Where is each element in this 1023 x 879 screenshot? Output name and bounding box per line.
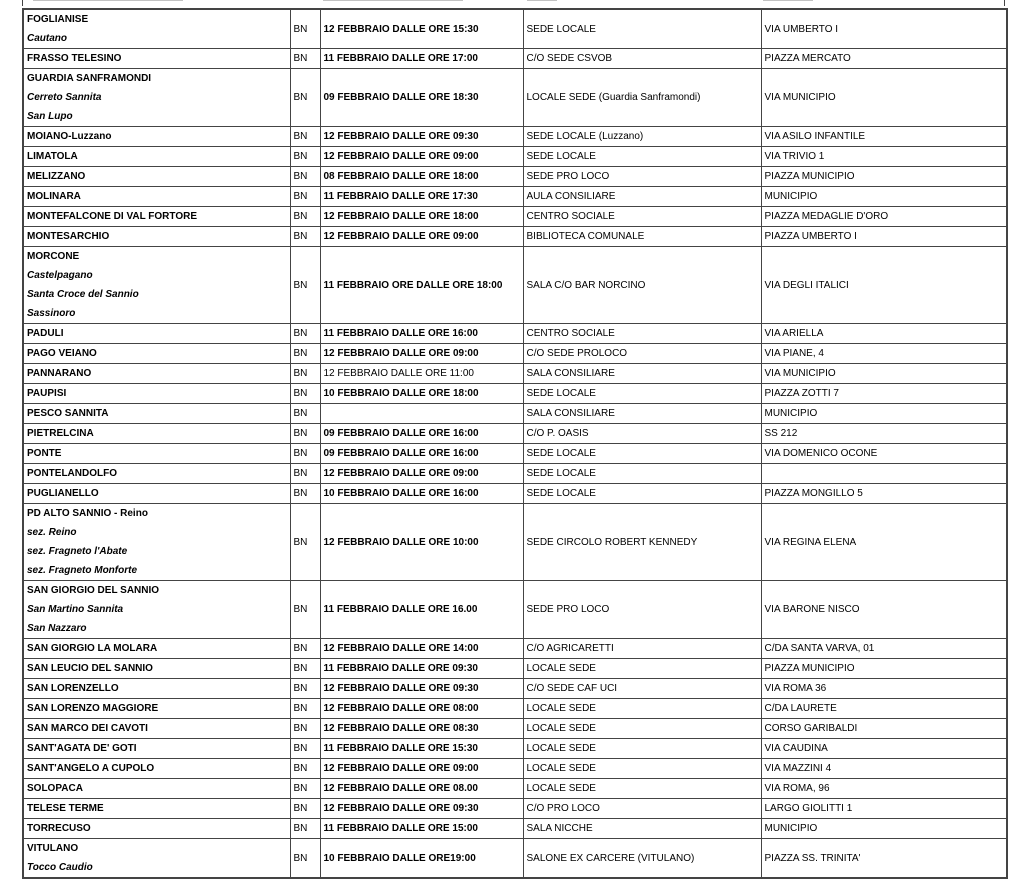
comune-cell xyxy=(23,581,290,639)
comune-name: PESCO SANNITA xyxy=(27,408,109,419)
meeting-schedule-table xyxy=(22,8,1008,879)
venue-cell: BIBLIOTECA COMUNALE xyxy=(523,227,761,247)
table-row xyxy=(23,799,1007,819)
comune-name: PUGLIANELLO xyxy=(27,488,99,499)
table-row xyxy=(23,759,1007,779)
date-time-cell: 10 FEBBRAIO DALLE ORE 18:00 xyxy=(320,384,523,404)
address-cell: PIAZZA UMBERTO I xyxy=(761,227,1007,247)
address-cell: PIAZZA MUNICIPIO xyxy=(761,659,1007,679)
comune-cell xyxy=(23,759,290,779)
venue-cell: C/O SEDE PROLOCO xyxy=(523,344,761,364)
date-time-cell: 12 FEBBRAIO DALLE ORE 09:00 xyxy=(320,464,523,484)
address-cell: C/DA LAURETE xyxy=(761,699,1007,719)
table-row xyxy=(23,819,1007,839)
address-cell: VIA ROMA, 96 xyxy=(761,779,1007,799)
comune-cell xyxy=(23,207,290,227)
address-cell: CORSO GARIBALDI xyxy=(761,719,1007,739)
province-cell: BN xyxy=(290,49,320,69)
venue-cell: LOCALE SEDE xyxy=(523,739,761,759)
address-cell: PIAZZA MEDAGLIE D'ORO xyxy=(761,207,1007,227)
province-cell: BN xyxy=(290,739,320,759)
date-time-cell: 11 FEBBRAIO DALLE ORE 16.00 xyxy=(320,581,523,639)
comune-name: SAN GIORGIO LA MOLARA xyxy=(27,643,158,654)
comune-cell xyxy=(23,484,290,504)
date-time-cell: 11 FEBBRAIO DALLE ORE 16:00 xyxy=(320,324,523,344)
province-cell: BN xyxy=(290,699,320,719)
province-cell: BN xyxy=(290,167,320,187)
table-row xyxy=(23,147,1007,167)
comune-cell xyxy=(23,69,290,127)
comune-name: MELIZZANO xyxy=(27,171,86,182)
province-cell: BN xyxy=(290,639,320,659)
comune-cell xyxy=(23,147,290,167)
address-cell: VIA CAUDINA xyxy=(761,739,1007,759)
comune-cell xyxy=(23,167,290,187)
province-cell: BN xyxy=(290,364,320,384)
table-row xyxy=(23,639,1007,659)
date-time-cell: 12 FEBBRAIO DALLE ORE 15:30 xyxy=(320,9,523,49)
comune-cell xyxy=(23,659,290,679)
comune-name: PAGO VEIANO xyxy=(27,348,97,359)
comune-name: TELESE TERME xyxy=(27,803,104,814)
address-cell: LARGO GIOLITTI 1 xyxy=(761,799,1007,819)
cut-off-previous-row xyxy=(22,0,1005,6)
comune-cell xyxy=(23,504,290,581)
comune-name: SAN GIORGIO DEL SANNIO xyxy=(27,585,160,596)
comune-name: MOLINARA xyxy=(27,191,81,202)
province-cell: BN xyxy=(290,484,320,504)
venue-cell: SEDE PRO LOCO xyxy=(523,581,761,639)
frazione-name: Tocco Caudio xyxy=(27,862,93,873)
date-time-cell: 12 FEBBRAIO DALLE ORE 10:00 xyxy=(320,504,523,581)
address-cell xyxy=(761,464,1007,484)
comune-cell xyxy=(23,127,290,147)
comune-cell xyxy=(23,364,290,384)
table-row xyxy=(23,344,1007,364)
comune-cell xyxy=(23,699,290,719)
table-row xyxy=(23,659,1007,679)
province-cell: BN xyxy=(290,384,320,404)
table-row xyxy=(23,424,1007,444)
venue-cell: C/O PRO LOCO xyxy=(523,799,761,819)
province-cell: BN xyxy=(290,207,320,227)
address-cell: VIA BARONE NISCO xyxy=(761,581,1007,639)
date-time-cell: 12 FEBBRAIO DALLE ORE 18:00 xyxy=(320,207,523,227)
comune-cell xyxy=(23,247,290,324)
table-row xyxy=(23,484,1007,504)
comune-name: SAN LORENZO MAGGIORE xyxy=(27,703,159,714)
venue-cell: SALA CONSILIARE xyxy=(523,404,761,424)
comune-name: FRASSO TELESINO xyxy=(27,53,122,64)
comune-name: MONTESARCHIO xyxy=(27,231,110,242)
date-time-cell: 11 FEBBRAIO DALLE ORE 17:00 xyxy=(320,49,523,69)
comune-name: SOLOPACA xyxy=(27,783,83,794)
address-cell: VIA ASILO INFANTILE xyxy=(761,127,1007,147)
table-row xyxy=(23,187,1007,207)
comune-cell xyxy=(23,324,290,344)
venue-cell: SEDE LOCALE xyxy=(523,484,761,504)
comune-name: LIMATOLA xyxy=(27,151,78,162)
comune-name: TORRECUSO xyxy=(27,823,91,834)
table-row xyxy=(23,719,1007,739)
comune-name: SAN MARCO DEI CAVOTI xyxy=(27,723,148,734)
table-row xyxy=(23,384,1007,404)
table-row xyxy=(23,227,1007,247)
venue-cell: LOCALE SEDE (Guardia Sanframondi) xyxy=(523,69,761,127)
table-row xyxy=(23,207,1007,227)
table-row xyxy=(23,444,1007,464)
table-row xyxy=(23,581,1007,639)
address-cell: MUNICIPIO xyxy=(761,404,1007,424)
table-row xyxy=(23,324,1007,344)
province-cell: BN xyxy=(290,819,320,839)
comune-name: PANNARANO xyxy=(27,368,92,379)
province-cell: BN xyxy=(290,147,320,167)
comune-cell xyxy=(23,49,290,69)
province-cell: BN xyxy=(290,247,320,324)
venue-cell: LOCALE SEDE xyxy=(523,699,761,719)
venue-cell: SEDE PRO LOCO xyxy=(523,167,761,187)
address-cell: PIAZZA MERCATO xyxy=(761,49,1007,69)
province-cell: BN xyxy=(290,344,320,364)
venue-cell: C/O SEDE CAF UCI xyxy=(523,679,761,699)
province-cell: BN xyxy=(290,127,320,147)
date-time-cell: 12 FEBBRAIO DALLE ORE 11:00 xyxy=(320,364,523,384)
date-time-cell: 11 FEBBRAIO ORE DALLE ORE 18:00 xyxy=(320,247,523,324)
comune-cell xyxy=(23,404,290,424)
frazione-name: Castelpagano xyxy=(27,270,93,281)
frazione-name: sez. Reino xyxy=(27,527,77,538)
province-cell: BN xyxy=(290,69,320,127)
province-cell: BN xyxy=(290,799,320,819)
date-time-cell: 11 FEBBRAIO DALLE ORE 17:30 xyxy=(320,187,523,207)
venue-cell: SEDE LOCALE xyxy=(523,464,761,484)
venue-cell: AULA CONSILIARE xyxy=(523,187,761,207)
date-time-cell: 11 FEBBRAIO DALLE ORE 09:30 xyxy=(320,659,523,679)
table-row xyxy=(23,404,1007,424)
address-cell: VIA MUNICIPIO xyxy=(761,69,1007,127)
table-row xyxy=(23,779,1007,799)
table-row xyxy=(23,839,1007,879)
province-cell: BN xyxy=(290,679,320,699)
address-cell: PIAZZA SS. TRINITA' xyxy=(761,839,1007,879)
venue-cell: SEDE LOCALE (Luzzano) xyxy=(523,127,761,147)
venue-cell: SEDE LOCALE xyxy=(523,9,761,49)
venue-cell: C/O P. OASIS xyxy=(523,424,761,444)
province-cell: BN xyxy=(290,719,320,739)
comune-cell xyxy=(23,799,290,819)
comune-name: FOGLIANISE xyxy=(27,14,89,25)
comune-cell xyxy=(23,639,290,659)
province-cell: BN xyxy=(290,839,320,879)
date-time-cell: 09 FEBBRAIO DALLE ORE 16:00 xyxy=(320,444,523,464)
date-time-cell: 12 FEBBRAIO DALLE ORE 08:00 xyxy=(320,699,523,719)
comune-cell xyxy=(23,444,290,464)
comune-cell xyxy=(23,779,290,799)
date-time-cell: 10 FEBBRAIO DALLE ORE19:00 xyxy=(320,839,523,879)
comune-name: VITULANO xyxy=(27,843,79,854)
province-cell: BN xyxy=(290,581,320,639)
venue-cell: LOCALE SEDE xyxy=(523,759,761,779)
venue-cell: SALA NICCHE xyxy=(523,819,761,839)
province-cell: BN xyxy=(290,464,320,484)
frazione-name: sez. Fragneto l'Abate xyxy=(27,546,128,557)
table-row xyxy=(23,9,1007,49)
province-cell: BN xyxy=(290,227,320,247)
date-time-cell: 12 FEBBRAIO DALLE ORE 09:00 xyxy=(320,147,523,167)
province-cell: BN xyxy=(290,324,320,344)
comune-cell xyxy=(23,464,290,484)
table-row xyxy=(23,739,1007,759)
address-cell: VIA UMBERTO I xyxy=(761,9,1007,49)
comune-cell xyxy=(23,344,290,364)
date-time-cell: 12 FEBBRAIO DALLE ORE 14:00 xyxy=(320,639,523,659)
address-cell: VIA TRIVIO 1 xyxy=(761,147,1007,167)
frazione-name: San Nazzaro xyxy=(27,623,87,634)
venue-cell: CENTRO SOCIALE xyxy=(523,324,761,344)
table-row xyxy=(23,679,1007,699)
venue-cell: SEDE LOCALE xyxy=(523,384,761,404)
frazione-name: Sassinoro xyxy=(27,308,76,319)
frazione-name: sez. Fragneto Monforte xyxy=(27,565,138,576)
address-cell: PIAZZA MONGILLO 5 xyxy=(761,484,1007,504)
address-cell: PIAZZA MUNICIPIO xyxy=(761,167,1007,187)
table-row xyxy=(23,127,1007,147)
comune-name: SANT'ANGELO A CUPOLO xyxy=(27,763,155,774)
table-row xyxy=(23,364,1007,384)
address-cell: MUNICIPIO xyxy=(761,819,1007,839)
comune-cell xyxy=(23,227,290,247)
date-time-cell: 09 FEBBRAIO DALLE ORE 18:30 xyxy=(320,69,523,127)
venue-cell: SALA CONSILIARE xyxy=(523,364,761,384)
comune-name: PAUPISI xyxy=(27,388,67,399)
address-cell: PIAZZA ZOTTI 7 xyxy=(761,384,1007,404)
province-cell: BN xyxy=(290,404,320,424)
venue-cell: SALONE EX CARCERE (VITULANO) xyxy=(523,839,761,879)
venue-cell: C/O SEDE CSVOB xyxy=(523,49,761,69)
date-time-cell: 12 FEBBRAIO DALLE ORE 09:30 xyxy=(320,799,523,819)
comune-name: SAN LORENZELLO xyxy=(27,683,119,694)
address-cell: VIA ROMA 36 xyxy=(761,679,1007,699)
comune-cell xyxy=(23,9,290,49)
address-cell: VIA REGINA ELENA xyxy=(761,504,1007,581)
address-cell: VIA DOMENICO OCONE xyxy=(761,444,1007,464)
province-cell: BN xyxy=(290,659,320,679)
schedule-table-body xyxy=(23,9,1007,878)
comune-name: PD ALTO SANNIO - Reino xyxy=(27,508,148,519)
province-cell: BN xyxy=(290,424,320,444)
venue-cell: SEDE CIRCOLO ROBERT KENNEDY xyxy=(523,504,761,581)
province-cell: BN xyxy=(290,187,320,207)
date-time-cell: 08 FEBBRAIO DALLE ORE 18:00 xyxy=(320,167,523,187)
province-cell: BN xyxy=(290,759,320,779)
comune-cell xyxy=(23,424,290,444)
frazione-name: San Lupo xyxy=(27,111,73,122)
date-time-cell: 12 FEBBRAIO DALLE ORE 08.00 xyxy=(320,779,523,799)
date-time-cell: 12 FEBBRAIO DALLE ORE 08:30 xyxy=(320,719,523,739)
comune-cell xyxy=(23,187,290,207)
frazione-name: Cautano xyxy=(27,33,67,44)
comune-cell xyxy=(23,719,290,739)
comune-name: PONTELANDOLFO xyxy=(27,468,117,479)
comune-name: MORCONE xyxy=(27,251,80,262)
venue-cell: SEDE LOCALE xyxy=(523,147,761,167)
date-time-cell: 11 FEBBRAIO DALLE ORE 15:00 xyxy=(320,819,523,839)
venue-cell: C/O AGRICARETTI xyxy=(523,639,761,659)
venue-cell: SALA C/O BAR NORCINO xyxy=(523,247,761,324)
comune-cell xyxy=(23,739,290,759)
date-time-cell: 11 FEBBRAIO DALLE ORE 15:30 xyxy=(320,739,523,759)
comune-name: MOIANO-Luzzano xyxy=(27,131,112,142)
venue-cell: LOCALE SEDE xyxy=(523,659,761,679)
table-row xyxy=(23,504,1007,581)
table-row xyxy=(23,247,1007,324)
date-time-cell: 10 FEBBRAIO DALLE ORE 16:00 xyxy=(320,484,523,504)
date-time-cell: 12 FEBBRAIO DALLE ORE 09:30 xyxy=(320,127,523,147)
comune-name: PONTE xyxy=(27,448,62,459)
frazione-name: San Martino Sannita xyxy=(27,604,124,615)
comune-cell xyxy=(23,679,290,699)
comune-name: SANT'AGATA DE' GOTI xyxy=(27,743,137,754)
address-cell: C/DA SANTA VARVA, 01 xyxy=(761,639,1007,659)
comune-cell xyxy=(23,839,290,879)
venue-cell: LOCALE SEDE xyxy=(523,719,761,739)
province-cell: BN xyxy=(290,504,320,581)
comune-cell xyxy=(23,384,290,404)
date-time-cell: 12 FEBBRAIO DALLE ORE 09:00 xyxy=(320,344,523,364)
comune-name: GUARDIA SANFRAMONDI xyxy=(27,73,152,84)
address-cell: VIA MUNICIPIO xyxy=(761,364,1007,384)
table-row xyxy=(23,49,1007,69)
frazione-name: Cerreto Sannita xyxy=(27,92,102,103)
date-time-cell: 09 FEBBRAIO DALLE ORE 16:00 xyxy=(320,424,523,444)
address-cell: VIA PIANE, 4 xyxy=(761,344,1007,364)
province-cell: BN xyxy=(290,9,320,49)
province-cell: BN xyxy=(290,444,320,464)
comune-name: PIETRELCINA xyxy=(27,428,94,439)
address-cell: MUNICIPIO xyxy=(761,187,1007,207)
address-cell: VIA MAZZINI 4 xyxy=(761,759,1007,779)
address-cell: SS 212 xyxy=(761,424,1007,444)
comune-cell xyxy=(23,819,290,839)
date-time-cell: 12 FEBBRAIO DALLE ORE 09:30 xyxy=(320,679,523,699)
table-row xyxy=(23,464,1007,484)
venue-cell: CENTRO SOCIALE xyxy=(523,207,761,227)
venue-cell: SEDE LOCALE xyxy=(523,444,761,464)
venue-cell: LOCALE SEDE xyxy=(523,779,761,799)
province-cell: BN xyxy=(290,779,320,799)
date-time-cell xyxy=(320,404,523,424)
date-time-cell: 12 FEBBRAIO DALLE ORE 09:00 xyxy=(320,227,523,247)
address-cell: VIA ARIELLA xyxy=(761,324,1007,344)
comune-name: PADULI xyxy=(27,328,64,339)
address-cell: VIA DEGLI ITALICI xyxy=(761,247,1007,324)
date-time-cell: 12 FEBBRAIO DALLE ORE 09:00 xyxy=(320,759,523,779)
frazione-name: Santa Croce del Sannio xyxy=(27,289,139,300)
table-row xyxy=(23,69,1007,127)
table-row xyxy=(23,167,1007,187)
table-row xyxy=(23,699,1007,719)
comune-name: MONTEFALCONE DI VAL FORTORE xyxy=(27,211,198,222)
comune-name: SAN LEUCIO DEL SANNIO xyxy=(27,663,153,674)
